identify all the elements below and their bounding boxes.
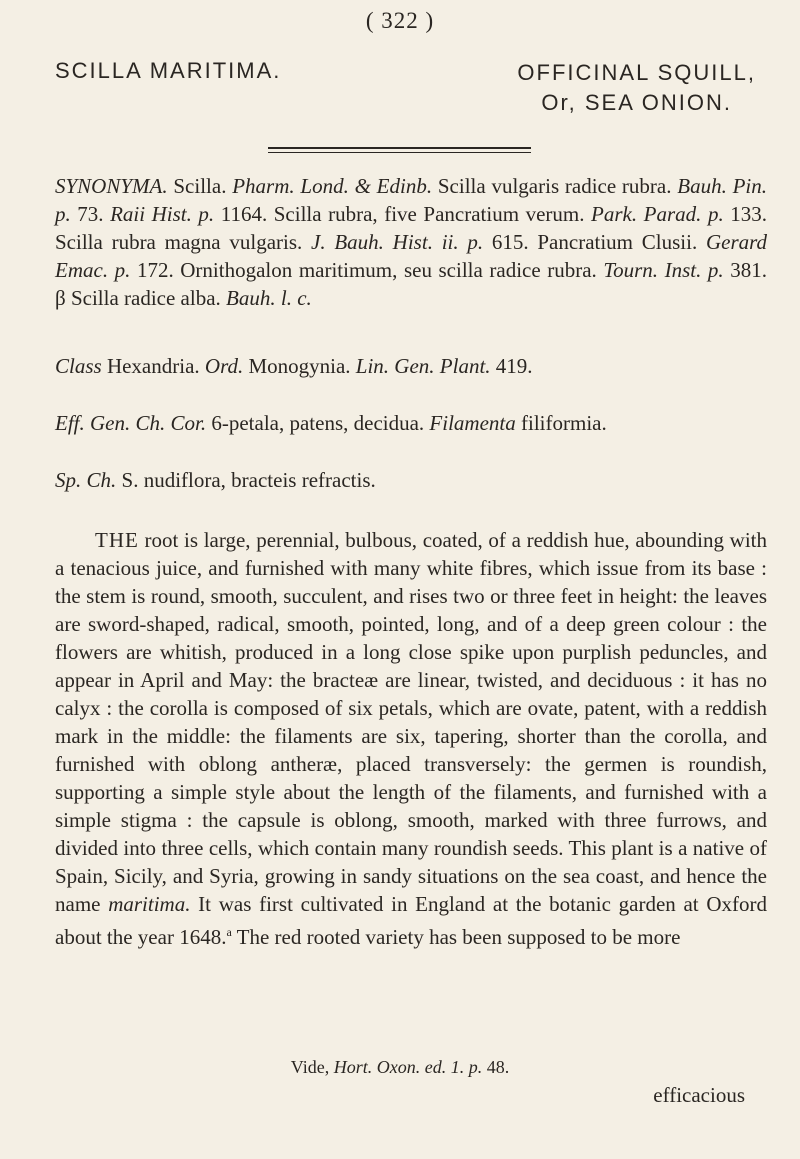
description-text-a: root is large, perennial, bulbous, coated, of a reddish hue, abounding with a tenacious juice, and furnished with many white fibres, which issue from its base : the stem is round, smooth, succulent, and rises two or three feet in height: the leaves are sword-shaped, radical, smooth, pointed, long, and of a deep green colour : the flowers are whitish, produced in a long close spike upon purplish peduncles, and appear in April and May: the bracteæ are linear, twisted, and deciduous : it has no calyx : the corolla is composed of six petals, which are ovate, patent, with a reddish mark in the middle: the filaments are six, tapering, shorter than the corolla, and furnished with oblong antheræ, placed transversely: the germen is roundish, supporting a simple style about the length of the filaments, and furnished with a simple stigma : the capsule is oblong, smooth, marked with three furrows, and divided into three cells, which contain many roundish seeds. This plant is a native of Spain, Sicily, and Syria, growing in sandy situations on the sea coast, and hence the name: [55, 528, 767, 916]
footnote-marker: a: [226, 925, 232, 939]
synonyma-part: 172. Ornithogalon maritimum, seu scilla radice rubra.: [130, 258, 604, 282]
synonyma-part: Scilla.: [167, 174, 233, 198]
footnote-reference: Hort. Oxon. ed. 1. p.: [333, 1057, 483, 1077]
synonyma-paragraph: [55, 172, 767, 312]
class-order-part: Lin. Gen. Plant.: [355, 354, 491, 378]
synonyma-part: Pharm. Lond. & Edinb.: [232, 174, 433, 198]
generic-character-part: Filamenta: [429, 411, 516, 435]
synonyma-part: Raii Hist. p.: [110, 202, 215, 226]
synonyma-part: Tourn. Inst. p.: [603, 258, 724, 282]
synonyma-part: 381.: [723, 258, 768, 282]
footnote-prefix: Vide,: [290, 1057, 334, 1077]
footnote: [0, 1057, 800, 1078]
synonyma-part: Scilla vulgaris radice rubra.: [432, 174, 678, 198]
class-order-line: [55, 352, 767, 380]
generic-character-part: Eff. Gen. Ch. Cor.: [55, 411, 207, 435]
synonyma-part: 615. Pancratium Clusii.: [483, 230, 706, 254]
generic-character-part: 6-petala, patens, decidua.: [206, 411, 430, 435]
double-rule-top: [268, 147, 531, 149]
synonyma-part: 133. Scilla rubra magna vulgaris.: [55, 202, 767, 254]
synonyma-part: 1164. Scilla rubra, five Pancratium verum.: [214, 202, 592, 226]
footnote-page: 48.: [482, 1057, 510, 1077]
class-order-part: Monogynia.: [243, 354, 356, 378]
synonyma-label: SYNONYMA.: [55, 174, 168, 198]
synonyma-part: Park. Parad. p.: [591, 202, 724, 226]
synonyma-part: J. Bauh. Hist. ii. p.: [311, 230, 484, 254]
latin-title: SCILLA MARITIMA.: [55, 58, 282, 83]
class-order-part: Ord.: [204, 354, 244, 378]
double-rule-bottom: [268, 152, 531, 153]
synonyma-part: Gerard Emac. p.: [55, 230, 768, 282]
class-order-part: Class: [55, 354, 102, 378]
english-title-block: [517, 58, 756, 118]
generic-character-line: [55, 409, 767, 437]
specific-character-part: S. nudiflora, bracteis refractis.: [116, 468, 376, 492]
synonyma-part: Bauh. Pin. p.: [55, 174, 768, 226]
synonyma-part: Bauh. l. c.: [226, 286, 312, 310]
generic-character-part: filiformia.: [515, 411, 607, 435]
synonyma-part: 73.: [70, 202, 111, 226]
catchword: efficacious: [653, 1083, 745, 1107]
english-title: OFFICINAL SQUILL,: [517, 60, 756, 85]
class-order-part: 419.: [490, 354, 533, 378]
description-paragraph: [55, 526, 767, 951]
description-text-c: The red rooted variety has been supposed to be more: [231, 925, 681, 949]
specific-character-part: Sp. Ch.: [55, 468, 117, 492]
description-italic-word: maritima.: [108, 892, 191, 916]
page-number: ( 322 ): [365, 8, 435, 33]
description-text-b: It was first cultivated in England at the botanic garden at Oxford about the year 1648.: [55, 892, 768, 949]
alternate-title: Or, SEA ONION.: [541, 90, 732, 115]
synonyma-part: Scilla radice alba.: [65, 286, 227, 310]
class-order-part: Hexandria.: [101, 354, 205, 378]
synonyma-part: β: [55, 286, 66, 310]
specific-character-line: [55, 466, 767, 494]
lead-word: THE: [95, 528, 139, 552]
